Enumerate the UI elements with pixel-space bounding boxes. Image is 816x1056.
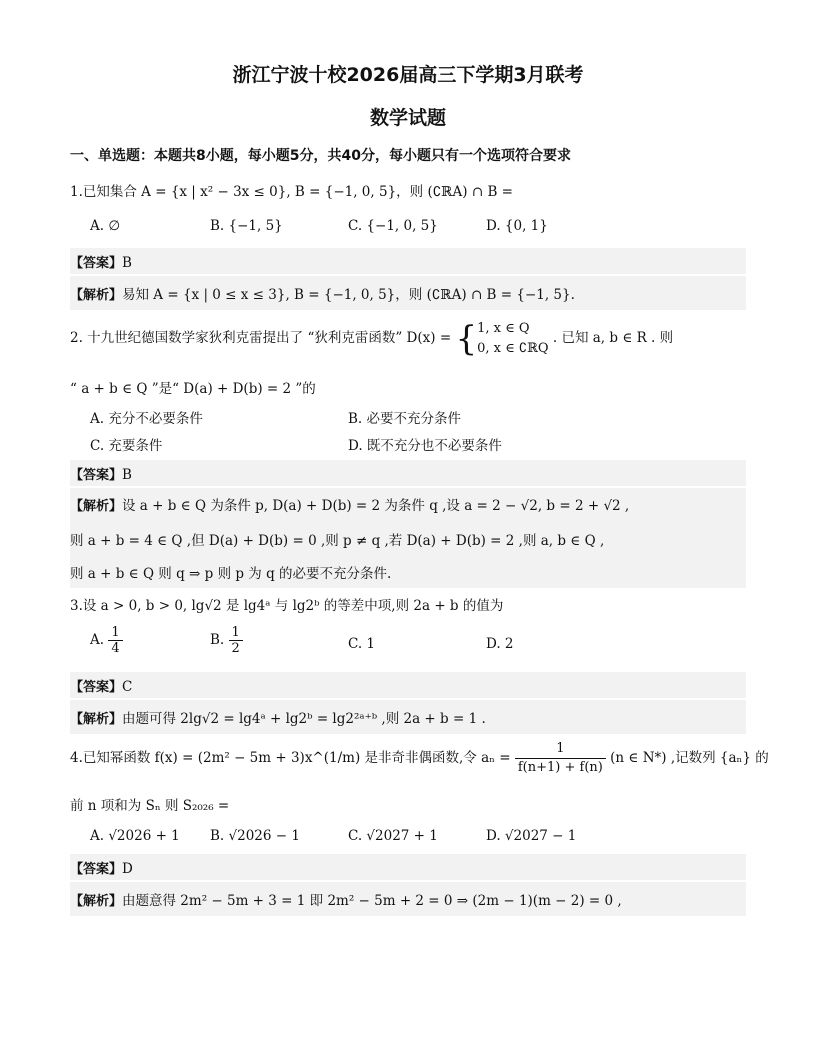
q1-option-a: A. ∅ — [90, 218, 121, 234]
q1-option-c: C. {−1, 0, 5} — [348, 218, 438, 234]
q1-analysis: 易知 A = {x | 0 ≤ x ≤ 3}, B = {−1, 0, 5}，则 (∁ℝA) ∩ B = {−1, 5}. — [122, 287, 575, 303]
q2-answer: B — [122, 467, 132, 483]
section-heading: 一、单选题：本题共8小题，每小题5分，共40分，每小题只有一个选项符合要求 — [70, 148, 571, 164]
q2-analysis-band — [70, 488, 746, 588]
q4-stem-line — [70, 738, 769, 778]
brace-glyph: { — [455, 318, 478, 359]
q3-analysis: 由题可得 2lg√2 = lg4ᵃ + lg2ᵇ = lg2²ᵃ⁺ᵇ ,则 2a + b = 1 . — [122, 711, 486, 727]
analysis-label: 【解析】 — [70, 288, 123, 303]
q4-option-d: D. √2027 − 1 — [486, 828, 577, 844]
q3-option-d: D. 2 — [486, 636, 514, 652]
q2-case-1: 1, x ∈ Q — [477, 320, 530, 336]
q4-answer: D — [122, 861, 133, 877]
q2-option-d: D. 既不充分也不必要条件 — [348, 438, 502, 454]
fraction-denominator: 4 — [111, 641, 120, 656]
q4-analysis-band — [70, 882, 746, 916]
q4-fraction — [515, 740, 606, 777]
exam-title: 浙江宁波十校2026届高三下学期3月联考 — [232, 64, 584, 86]
answer-label: 【答案】 — [70, 256, 123, 271]
answer-label: 【答案】 — [70, 468, 123, 483]
answer-label: 【答案】 — [70, 862, 123, 877]
q1-answer-band — [70, 248, 746, 274]
q3-analysis-band — [70, 700, 746, 734]
q2-option-c: C. 充要条件 — [90, 438, 163, 454]
q2-stem-b: . 已知 a, b ∈ R . 则 — [552, 330, 674, 346]
q2-analysis-3: 则 a + b ∈ Q 则 q ⇒ p 则 p 为 q 的必要不充分条件. — [70, 566, 392, 582]
fraction-numerator: 1 — [515, 740, 606, 759]
q2-analysis-2: 则 a + b = 4 ∈ Q ,但 D(a) + D(b) = 0 ,则 p ≠ q ,若 D(a) + D(b) = 2 ,则 a, b ∈ Q , — [70, 533, 605, 549]
answer-label: 【答案】 — [70, 680, 123, 695]
q3-option-b-label: B. — [210, 632, 225, 648]
q2-analysis-1: 设 a + b ∈ Q 为条件 p, D(a) + D(b) = 2 为条件 q ,设 a = 2 − √2, b = 2 + √2 , — [122, 498, 630, 514]
exam-subtitle: 数学试题 — [369, 107, 446, 129]
q4-option-b: B. √2026 − 1 — [210, 828, 300, 844]
q3-option-b — [210, 625, 243, 656]
q4-option-a: A. √2026 + 1 — [90, 828, 180, 844]
q4-stem-a: 4.已知幂函数 f(x) = (2m² − 5m + 3)x^(1/m) 是非奇非偶函数,令 aₙ = — [70, 750, 511, 766]
q1-answer: B — [122, 255, 132, 271]
fraction-denominator: 2 — [231, 641, 240, 656]
q4-answer-band — [70, 854, 746, 880]
fraction-numerator: 1 — [108, 625, 122, 641]
q2-option-a: A. 充分不必要条件 — [90, 411, 203, 427]
fraction-denominator: f(n+1) + f(n) — [517, 760, 603, 775]
q2-option-b: B. 必要不充分条件 — [348, 411, 462, 427]
q3-option-c: C. 1 — [348, 636, 376, 652]
q3-option-a-fraction — [108, 625, 122, 656]
q3-option-b-fraction — [229, 625, 243, 656]
analysis-label: 【解析】 — [70, 499, 123, 514]
q3-answer: C — [122, 679, 133, 695]
q2-stem-c: “ a + b ∈ Q ”是“ D(a) + D(b) = 2 ”的 — [70, 381, 316, 397]
q2-cases — [477, 319, 549, 359]
q2-answer-band — [70, 460, 746, 486]
q3-answer-band — [70, 672, 746, 698]
q2-case-2: 0, x ∈ ∁ℝQ — [477, 340, 549, 356]
analysis-label: 【解析】 — [70, 894, 123, 909]
q2-stem-a: 2. 十九世纪德国数学家狄利克雷提出了 “狄利克雷函数” D(x) = — [70, 330, 452, 346]
q1-option-b: B. {−1, 5} — [210, 218, 283, 234]
q4-analysis: 由题意得 2m² − 5m + 3 = 1 即 2m² − 5m + 2 = 0 ⇒ (2m − 1)(m − 2) = 0 , — [122, 893, 622, 909]
q4-stem-b: (n ∈ N*) ,记数列 {aₙ} 的 — [610, 750, 769, 766]
q4-option-c: C. √2027 + 1 — [348, 828, 438, 844]
q3-option-a-label: A. — [90, 632, 105, 648]
q4-stem-c: 前 n 项和为 Sₙ 则 S₂₀₂₆ = — [70, 798, 230, 814]
q1-analysis-band — [70, 276, 746, 310]
q2-stem-line — [70, 318, 673, 358]
q3-stem: 3.设 a > 0, b > 0, lg√2 是 lg4ᵃ 与 lg2ᵇ 的等差中项,则 2a + b 的值为 — [70, 598, 504, 614]
fraction-numerator: 1 — [229, 625, 243, 641]
analysis-label: 【解析】 — [70, 712, 123, 727]
q3-option-a — [90, 625, 123, 656]
q1-stem: 1.已知集合 A = {x | x² − 3x ≤ 0}, B = {−1, 0, 5}，则 (∁ℝA) ∩ B = — [70, 184, 513, 200]
q1-option-d: D. {0, 1} — [486, 218, 548, 234]
